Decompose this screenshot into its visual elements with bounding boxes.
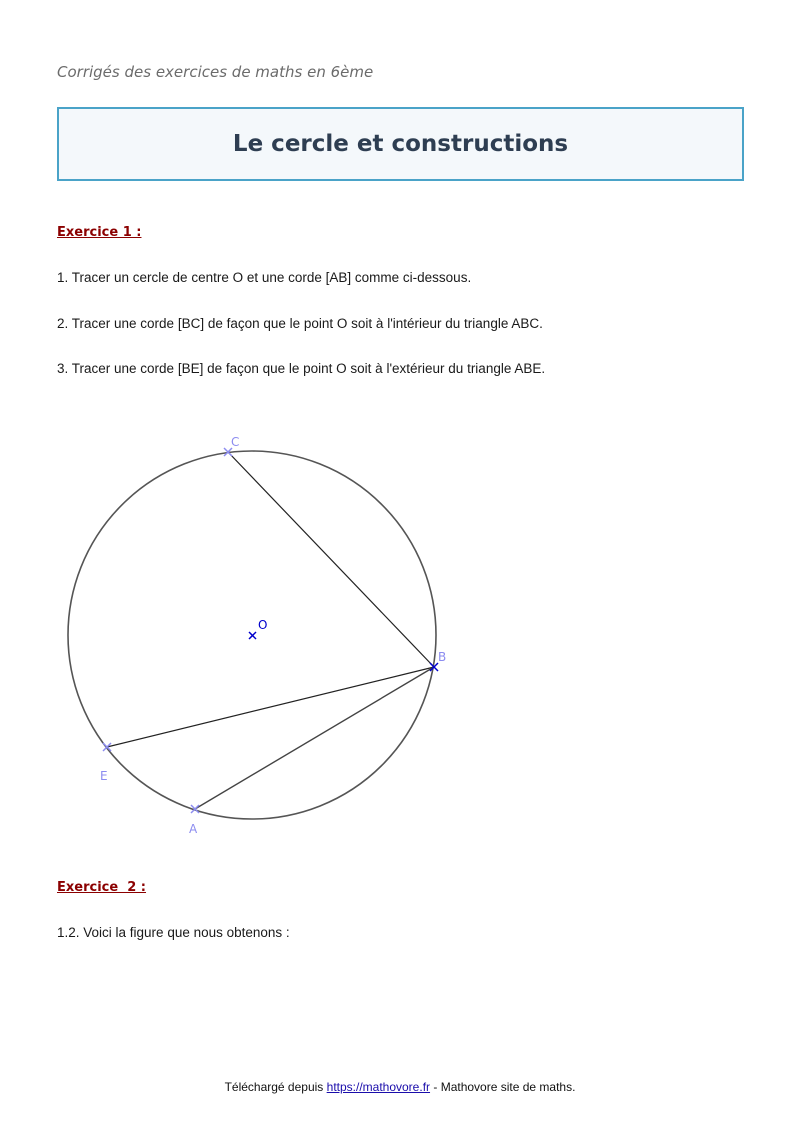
center-point-o-marker xyxy=(249,632,256,639)
chord-ab xyxy=(195,667,434,809)
exercise-2-heading: Exercice 2 : xyxy=(57,880,147,895)
chord-bc xyxy=(228,452,434,667)
document-subtitle: Corrigés des exercices de maths en 6ème xyxy=(57,63,374,81)
exercise-1-instruction-3: 3. Tracer une corde [BE] de façon que le point O soit à l'extérieur du triangle ABE. xyxy=(57,361,546,376)
label-a: A xyxy=(189,822,198,836)
footer xyxy=(0,1080,800,1094)
chord-be xyxy=(107,667,434,747)
footer-suffix: - Mathovore site de maths. xyxy=(430,1080,576,1094)
exercise-1-instruction-2: 2. Tracer une corde [BC] de façon que le point O soit à l'intérieur du triangle ABC. xyxy=(57,316,543,331)
label-e: E xyxy=(100,769,108,783)
footer-prefix: Téléchargé depuis xyxy=(224,1080,327,1094)
page-title: Le cercle et constructions xyxy=(232,131,569,157)
point-e-marker xyxy=(103,743,111,751)
label-o: O xyxy=(258,618,268,632)
label-b: B xyxy=(438,650,447,664)
label-c: C xyxy=(231,435,240,449)
title-box xyxy=(57,107,744,181)
circle-construction-figure xyxy=(50,420,470,850)
footer-link[interactable]: https://mathovore.fr xyxy=(326,1080,431,1094)
exercise-1-heading: Exercice 1 : xyxy=(57,225,142,240)
exercise-2-line-1: 1.2. Voici la figure que nous obtenons : xyxy=(57,925,290,940)
exercise-1-instruction-1: 1. Tracer un cercle de centre O et une corde [AB] comme ci-dessous. xyxy=(57,270,472,285)
